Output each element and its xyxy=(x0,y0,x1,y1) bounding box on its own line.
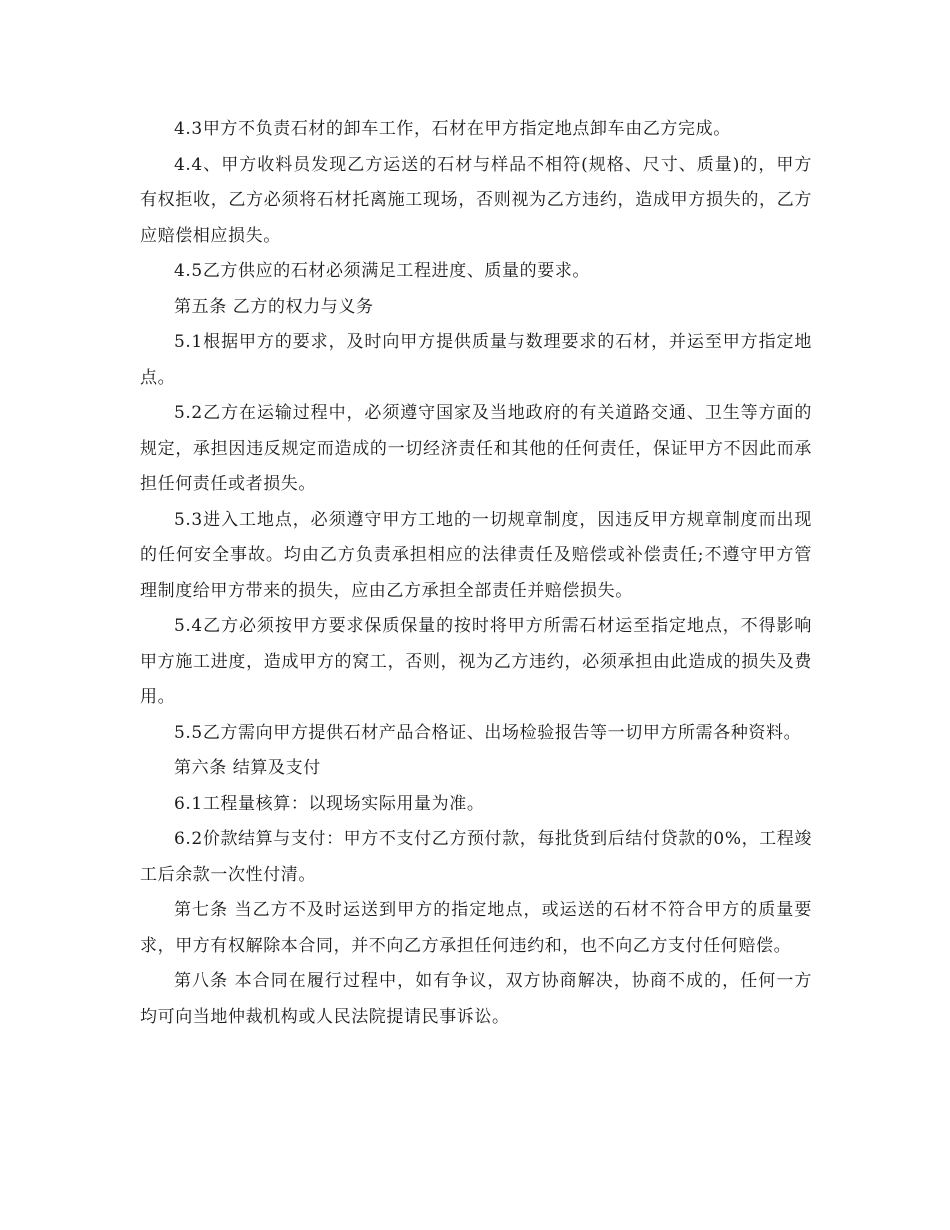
document-body xyxy=(140,112,812,1035)
article-6-heading: 第六条 结算及支付 xyxy=(174,758,321,778)
clause-4-4: 4.4、甲方收料员发现乙方运送的石材与样品不相符(规格、尺寸、质量)的，甲方有权拒收，乙方必须将石材托离施工现场，否则视为乙方违约，造成甲方损失的，乙方应赔偿相应损失。 xyxy=(140,154,812,246)
clause-5-5: 5.5乙方需向甲方提供石材产品合格证、出场检验报告等一切甲方所需各种资料。 xyxy=(174,722,802,743)
article-7: 第七条 当乙方不及时运送到甲方的指定地点，或运送的石材不符合甲方的质量要求，甲方有权解除本合同，并不向乙方承担任何违约和，也不向乙方支付任何赔偿。 xyxy=(140,900,812,956)
article-5-heading: 第五条 乙方的权力与义务 xyxy=(174,296,374,317)
article-8: 第八条 本合同在履行过程中，如有争议，双方协商解决，协商不成的，任何一方均可向当地仲裁机构或人民法院提请民事诉讼。 xyxy=(140,971,812,1027)
clause-6-1: 6.1工程量核算：以现场实际用量为准。 xyxy=(174,793,485,814)
clause-4-5: 4.5乙方供应的石材必须满足工程进度、质量的要求。 xyxy=(174,261,591,281)
clause-5-1: 5.1根据甲方的要求，及时向甲方提供质量与数理要求的石材，并运至甲方指定地点。 xyxy=(140,332,812,388)
clause-6-2: 6.2价款结算与支付：甲方不支付乙方预付款，每批货到后结付贷款的0%，工程竣工后余款一次性付清。 xyxy=(140,829,812,885)
clause-5-3: 5.3进入工地点，必须遵守甲方工地的一切规章制度，因违反甲方规章制度而出现的任何安全事故。均由乙方负责承担相应的法律责任及赔偿或补偿责任;不遵守甲方管理制度给甲方带来的损失，应由乙方承担全部责任并赔偿损失。 xyxy=(140,509,812,601)
clause-5-2: 5.2乙方在运输过程中，必须遵守国家及当地政府的有关道路交通、卫生等方面的规定，承担因违反规定而造成的一切经济责任和其他的任何责任，保证甲方不因此而承担任何责任或者损失。 xyxy=(140,403,812,494)
clause-4-3: 4.3甲方不负责石材的卸车工作，石材在甲方指定地点卸车由乙方完成。 xyxy=(174,119,731,139)
clause-5-4: 5.4乙方必须按甲方要求保质保量的按时将甲方所需石材运至指定地点，不得影响甲方施工进度，造成甲方的窝工，否则，视为乙方违约，必须承担由此造成的损失及费用。 xyxy=(140,616,812,707)
